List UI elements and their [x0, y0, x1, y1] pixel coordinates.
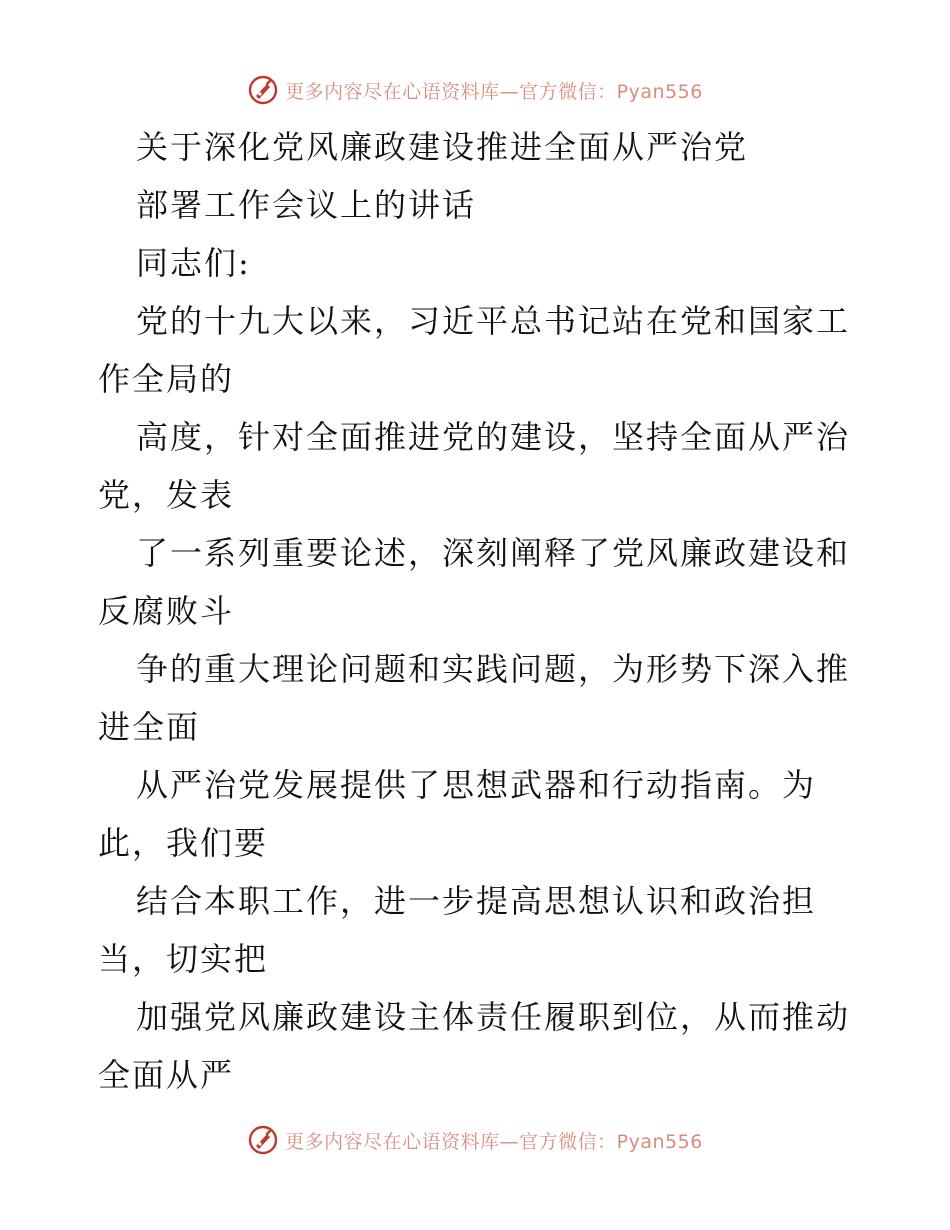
document-body	[98, 118, 858, 1104]
document-title-line-2: 部署工作会议上的讲话	[136, 186, 477, 224]
body-line: 党的十九大以来，习近平总书记站在党和国家工	[136, 302, 851, 340]
pen-nib-swirl-icon	[247, 1124, 279, 1156]
body-line: 党，发表	[98, 476, 235, 514]
body-line: 进全面	[98, 708, 201, 746]
body-line: 反腐败斗	[98, 592, 235, 630]
body-line: 此，我们要	[98, 824, 269, 862]
body-line: 高度，针对全面推进党的建设，坚持全面从严治	[136, 418, 851, 456]
watermark-footer	[0, 1120, 950, 1160]
body-paragraph	[98, 292, 858, 1104]
pen-nib-swirl-icon	[247, 74, 279, 106]
watermark-text: 更多内容尽在心语资料库—官方微信：Pyan556	[285, 80, 703, 103]
body-line: 全面从严	[98, 1056, 235, 1094]
body-line: 从严治党发展提供了思想武器和行动指南。为	[136, 766, 817, 804]
salutation: 同志们:	[136, 244, 251, 282]
watermark-text: 更多内容尽在心语资料库—官方微信：Pyan556	[285, 1130, 703, 1153]
body-line: 了一系列重要论述，深刻阐释了党风廉政建设和	[136, 534, 851, 572]
body-line: 作全局的	[98, 360, 235, 398]
body-line: 争的重大理论问题和实践问题，为形势下深入推	[136, 650, 851, 688]
body-line: 加强党风廉政建设主体责任履职到位，从而推动	[136, 998, 851, 1036]
watermark-header	[0, 70, 950, 110]
body-line: 当，切实把	[98, 940, 269, 978]
document-title-line-1: 关于深化党风廉政建设推进全面从严治党	[136, 128, 749, 166]
body-line: 结合本职工作，进一步提高思想认识和政治担	[136, 882, 817, 920]
